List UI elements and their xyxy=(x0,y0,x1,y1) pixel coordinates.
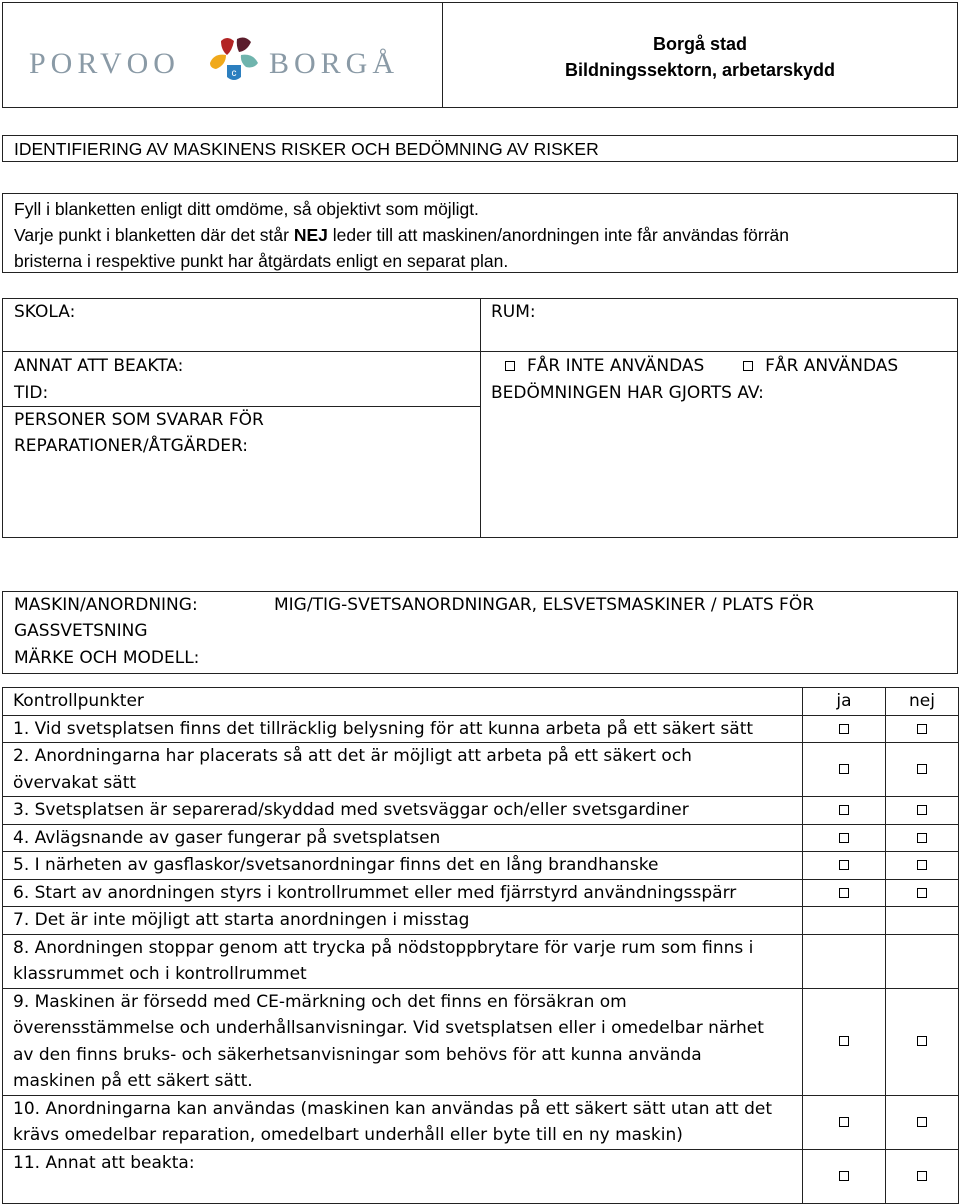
checkbox-cell-no xyxy=(886,743,959,797)
checklist-row xyxy=(3,824,959,852)
persons-label-line-1: PERSONER SOM SVARAR FÖR xyxy=(14,410,264,430)
checkbox-cell-yes xyxy=(803,852,886,880)
org-department: Bildningssektorn, arbetarskydd xyxy=(564,60,836,80)
allowed-checkbox[interactable] xyxy=(743,361,753,371)
checkbox-cell-yes xyxy=(803,824,886,852)
machine-label: MASKIN/ANORDNING: xyxy=(14,595,198,615)
checkpoint-line xyxy=(13,1176,792,1203)
instruction-line-1: Fyll i blanketten enligt ditt omdöme, så objektivt som möjligt. xyxy=(14,199,479,219)
school-label: SKOLA: xyxy=(14,302,76,322)
checkbox-cell-no xyxy=(886,852,959,880)
checkbox-cell-yes xyxy=(803,1095,886,1149)
checkpoint-line: klassrummet och i kontrollrummet xyxy=(13,964,307,984)
checklist-row xyxy=(3,852,959,880)
checkpoint-line: övervakat sätt xyxy=(13,772,137,793)
checkbox-cell-yes xyxy=(803,797,886,825)
checkbox-cell-no xyxy=(886,934,959,988)
machine-box xyxy=(2,591,958,674)
svg-text:c: c xyxy=(231,68,237,79)
checkbox-yes[interactable] xyxy=(839,764,849,774)
checkpoint-text xyxy=(3,852,803,880)
instruction-line-2 xyxy=(14,225,789,246)
time-label: TID: xyxy=(14,383,49,403)
checkpoint-text xyxy=(3,988,803,1095)
checklist-row xyxy=(3,1095,959,1149)
checklist-row xyxy=(3,879,959,907)
checkbox-cell-no xyxy=(886,824,959,852)
org-name: Borgå stad xyxy=(652,34,748,54)
section-title-box xyxy=(2,135,958,162)
checkbox-no[interactable] xyxy=(917,764,927,774)
checkpoint-line: 6. Start av anordningen styrs i kontrollrummet eller med fjärrstyrd användningsspärr xyxy=(13,882,737,903)
divider xyxy=(3,406,480,407)
checkbox-yes[interactable] xyxy=(839,724,849,734)
divider xyxy=(481,351,957,352)
checkbox-yes[interactable] xyxy=(839,860,849,870)
checkbox-cell-yes xyxy=(803,715,886,743)
checkpoint-line: 9. Maskinen är försedd med CE-märkning och det finns en försäkran om xyxy=(13,991,627,1012)
checkbox-cell-no xyxy=(886,1095,959,1149)
checklist-row xyxy=(3,797,959,825)
checkbox-yes[interactable] xyxy=(839,833,849,843)
checklist-header-row xyxy=(3,688,959,716)
checkbox-cell-yes xyxy=(803,988,886,1095)
checkpoint-line: 11. Annat att beakta: xyxy=(13,1152,195,1173)
checklist-row xyxy=(3,907,959,935)
organization-cell xyxy=(442,2,958,108)
checkbox-cell-no xyxy=(886,1149,959,1203)
checkbox-no[interactable] xyxy=(917,1171,927,1181)
divider xyxy=(3,351,480,352)
checkbox-cell-no xyxy=(886,797,959,825)
not-allowed-checkbox[interactable] xyxy=(505,361,515,371)
checkbox-cell-no xyxy=(886,715,959,743)
checkpoint-text xyxy=(3,797,803,825)
yes-header: ja xyxy=(803,688,886,716)
allowed-label: FÅR ANVÄNDAS xyxy=(765,356,899,376)
brand-model-label: MÄRKE OCH MODELL: xyxy=(14,648,200,668)
section-title: IDENTIFIERING AV MASKINENS RISKER OCH BEDÖMNING AV RISKER xyxy=(14,139,599,159)
instruction-emphasis: NEJ xyxy=(293,225,328,245)
checkpoint-line: 4. Avlägsnande av gaser fungerar på svetsplatsen xyxy=(13,827,441,848)
checkbox-no[interactable] xyxy=(917,833,927,843)
instruction-text: Varje punkt i blanketten där det står xyxy=(14,225,294,245)
checkpoint-line: 7. Det är inte möjligt att starta anordningen i misstag xyxy=(13,910,470,930)
checkpoint-line: maskinen på ett säkert sätt. xyxy=(13,1071,253,1091)
checkpoint-text xyxy=(3,879,803,907)
checklist-row xyxy=(3,988,959,1095)
logo-cell xyxy=(2,2,443,108)
machine-value-line-1: MIG/TIG-SVETSANORDNINGAR, ELSVETSMASKINER / PLATS FÖR xyxy=(274,595,815,615)
instructions-box xyxy=(2,193,958,273)
checkbox-cell-no xyxy=(886,907,959,935)
usage-status-options xyxy=(505,356,898,376)
instruction-text: leder till att maskinen/anordningen inte får användas förrän xyxy=(327,225,790,245)
school-info-left xyxy=(2,298,481,538)
checkbox-yes[interactable] xyxy=(839,1171,849,1181)
checkpoint-line: 8. Anordningen stoppar genom att trycka på nödstoppbrytare för varje rum som finns i xyxy=(13,937,754,958)
checkbox-cell-no xyxy=(886,879,959,907)
checkbox-cell-yes xyxy=(803,743,886,797)
checkpoint-line: 2. Anordningarna har placerats så att det är möjligt att arbeta på ett säkert och xyxy=(13,746,692,766)
checkbox-yes[interactable] xyxy=(839,888,849,898)
checkbox-no[interactable] xyxy=(917,724,927,734)
checkpoint-line: 5. I närheten av gasflaskor/svetsanordningar finns det en lång brandhanske xyxy=(13,855,659,875)
checkbox-cell-yes xyxy=(803,879,886,907)
checkbox-cell-no xyxy=(886,988,959,1095)
checkpoint-text xyxy=(3,907,803,935)
no-header: nej xyxy=(886,688,959,716)
checkbox-yes[interactable] xyxy=(839,1036,849,1046)
checkpoints-header: Kontrollpunkter xyxy=(3,688,803,716)
porvoo-borga-logo xyxy=(3,3,444,109)
checkpoint-line: 10. Anordningarna kan användas (maskinen kan användas på ett säkert sätt utan att det xyxy=(13,1098,772,1119)
other-label: ANNAT ATT BEAKTA: xyxy=(14,356,184,376)
checkbox-cell-yes xyxy=(803,1149,886,1203)
checkbox-yes[interactable] xyxy=(839,805,849,815)
checkpoint-text xyxy=(3,824,803,852)
checkbox-no[interactable] xyxy=(917,860,927,870)
checkpoint-line: av den finns bruks- och säkerhetsanvisningar som behövs för att kunna använda xyxy=(13,1044,702,1065)
persons-label-line-2: REPARATIONER/ÅTGÄRDER: xyxy=(14,436,249,456)
checkbox-yes[interactable] xyxy=(839,1117,849,1127)
checklist-row xyxy=(3,1149,959,1203)
checkpoint-text xyxy=(3,1095,803,1149)
not-allowed-label: FÅR INTE ANVÄNDAS xyxy=(527,356,705,376)
logo-text-left: PORVOO xyxy=(29,47,180,80)
machine-value-line-2: GASSVETSNING xyxy=(14,621,148,641)
checkbox-no[interactable] xyxy=(917,805,927,815)
checkpoint-line: 1. Vid svetsplatsen finns det tillräcklig belysning för att kunna arbeta på ett säkert sätt xyxy=(13,718,754,739)
checkpoint-text xyxy=(3,715,803,743)
checkbox-no[interactable] xyxy=(917,1117,927,1127)
checkpoint-line: 3. Svetsplatsen är separerad/skyddad med svetsväggar och/eller svetsgardiner xyxy=(13,800,689,820)
checkpoint-line: överensstämmelse och underhållsanvisningar. Vid svetsplatsen eller i omedelbar närhet xyxy=(13,1018,764,1038)
checklist-row xyxy=(3,715,959,743)
checkpoint-line: krävs omedelbar reparation, omedelbart underhåll eller byte till en ny maskin) xyxy=(13,1125,683,1145)
checklist-row xyxy=(3,934,959,988)
checkbox-no[interactable] xyxy=(917,1036,927,1046)
checklist-table xyxy=(2,687,959,1204)
checkbox-cell-yes xyxy=(803,934,886,988)
checkbox-no[interactable] xyxy=(917,888,927,898)
school-info-right xyxy=(480,298,958,538)
checkpoint-text xyxy=(3,1149,803,1203)
assessed-by-label: BEDÖMNINGEN HAR GJORTS AV: xyxy=(491,383,764,403)
checkpoint-text xyxy=(3,934,803,988)
checkpoint-text xyxy=(3,743,803,797)
checkbox-cell-yes xyxy=(803,907,886,935)
room-label: RUM: xyxy=(491,302,536,322)
logo-text-right: BORGÅ xyxy=(269,47,400,80)
instruction-line-3: bristerna i respektive punkt har åtgärdats enligt en separat plan. xyxy=(14,251,509,271)
logo-emblem-icon xyxy=(210,38,258,80)
checklist-row xyxy=(3,743,959,797)
